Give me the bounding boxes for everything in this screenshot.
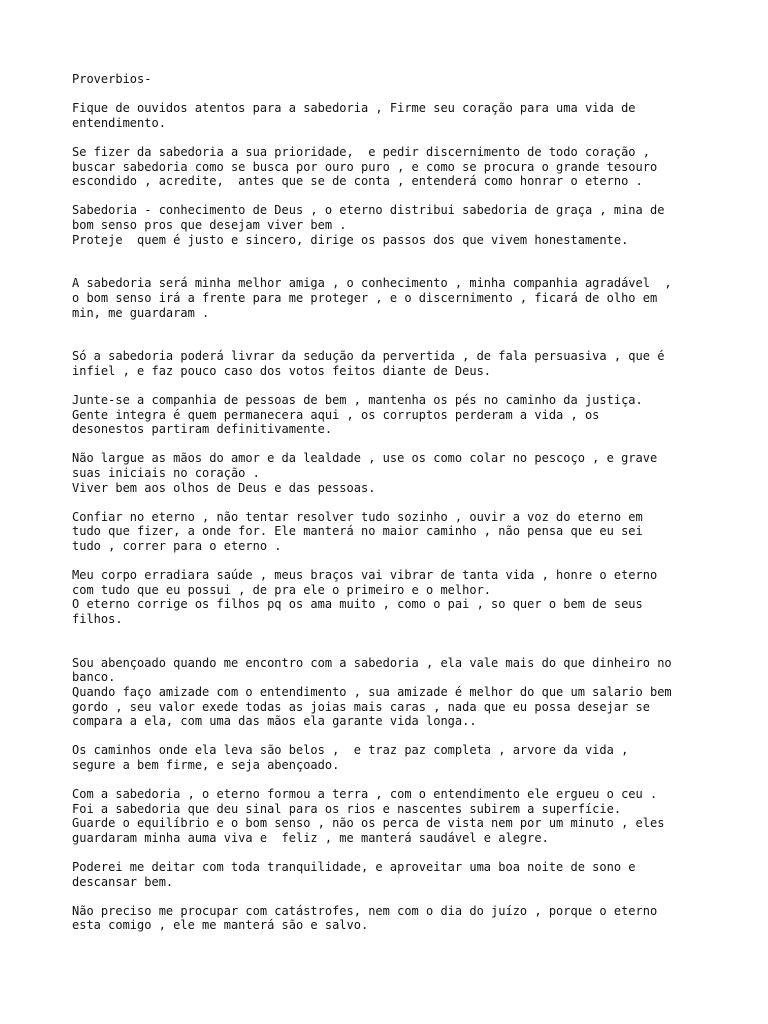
paragraph-7-line-2: suas iniciais no coração .	[72, 466, 260, 481]
paragraph-4-line-1: A sabedoria será minha melhor amiga , o conhecimento , minha companhia agradável ,	[72, 276, 672, 291]
paragraph-13-line-2: descansar bem.	[72, 874, 174, 889]
paragraph-11-line-1: Os caminhos onde ela leva são belos , e traz paz completa , arvore da vida ,	[72, 743, 629, 758]
paragraph-10-line-4: gordo , seu valor exede todas as joias mais caras , nada que eu possa desejar se	[72, 699, 650, 714]
paragraph-13-line-1: Poderei me deitar com toda tranquilidade, e aproveitar uma boa noite de sono e	[72, 860, 636, 875]
paragraph-10-line-3: Quando faço amizade com o entendimento , sua amizade é melhor do que um salario bem	[72, 684, 672, 699]
paragraph-12-line-4: guardaram minha auma viva e feliz , me manterá saudável e alegre.	[72, 830, 549, 845]
paragraph-8-line-2: tudo que fizer, a onde for. Ele manterá no maior caminho , não pensa que eu sei	[72, 524, 643, 539]
paragraph-3-line-1: Sabedoria - conhecimento de Deus , o eterno distribui sabedoria de graça , mina de	[72, 203, 665, 218]
paragraph-12-line-3: Guarde o equilíbrio e o bom senso , não os perca de vista nem por um minuto , eles	[72, 816, 665, 831]
paragraph-10-line-2: banco.	[72, 670, 116, 685]
paragraph-spacer	[72, 87, 712, 102]
paragraph-spacer	[72, 378, 712, 393]
paragraph-spacer	[72, 627, 712, 656]
paragraph-2-line-2: buscar sabedoria como se busca por ouro puro , e como se procura o grande tesouro	[72, 159, 658, 174]
paragraph-spacer	[72, 437, 712, 452]
paragraph-spacer	[72, 247, 712, 276]
paragraph-3-line-2: bom senso pros que desejam viver bem .	[72, 217, 347, 232]
paragraph-spacer	[72, 554, 712, 569]
paragraph-spacer	[72, 729, 712, 744]
paragraph-14-line-1: Não preciso me procupar com catástrofes, nem com o dia do juízo , porque o eterno	[72, 903, 658, 918]
paragraph-spacer	[72, 189, 712, 204]
paragraph-spacer	[72, 773, 712, 788]
paragraph-spacer	[72, 495, 712, 510]
paragraph-2-line-3: escondido , acredite, antes que se de conta , entenderá como honrar o eterno .	[72, 174, 643, 189]
paragraph-12-line-1: Com a sabedoria , o eterno formou a terra , com o entendimento ele ergueu o ceu .	[72, 787, 658, 802]
paragraph-10-line-1: Sou abençoado quando me encontro com a sabedoria , ela vale mais do que dinheiro no	[72, 655, 672, 670]
paragraph-8-line-1: Confiar no eterno , não tentar resolver tudo sozinho , ouvir a voz do eterno em	[72, 509, 643, 524]
paragraph-1-line-1: Fique de ouvidos atentos para a sabedoria , Firme seu coração para uma vida de	[72, 101, 636, 116]
paragraph-9-line-1: Meu corpo erradiara saúde , meus braços vai vibrar de tanta vida , honre o eterno	[72, 568, 658, 583]
document-title: Proverbios-	[72, 72, 152, 86]
paragraph-spacer	[72, 320, 712, 349]
paragraph-spacer	[72, 845, 712, 860]
paragraph-2-line-1: Se fizer da sabedoria a sua prioridade, e pedir discernimento de todo coração ,	[72, 144, 650, 159]
paragraph-5-line-1: Só a sabedoria poderá livrar da sedução da pervertida , de fala persuasiva , que é	[72, 349, 665, 364]
paragraph-9-line-3: O eterno corrige os filhos pq os ama muito , como o pai , so quer o bem de seus	[72, 597, 643, 612]
paragraph-7-line-3: Viver bem aos olhos de Deus e das pessoas.	[72, 480, 376, 495]
paragraph-7-line-1: Não largue as mãos do amor e da lealdade , use os como colar no pescoço , e grave	[72, 451, 658, 466]
paragraph-spacer	[72, 130, 712, 145]
paragraph-14-line-2: esta comigo , ele me manterá são e salvo.	[72, 918, 369, 933]
paragraph-1-line-2: entendimento.	[72, 115, 166, 130]
paragraph-5-line-2: infiel , e faz pouco caso dos votos feitos diante de Deus.	[72, 363, 492, 378]
paragraph-9-line-4: filhos.	[72, 611, 123, 626]
paragraph-4-line-3: min, me guardaram .	[72, 305, 210, 320]
paragraph-6-line-3: desonestos partiram definitivamente.	[72, 422, 333, 437]
paragraph-8-line-3: tudo , correr para o eterno .	[72, 539, 282, 553]
paragraph-12-line-2: Foi a sabedoria que deu sinal para os rios e nascentes subirem a superfície.	[72, 801, 622, 816]
paragraph-4-line-2: o bom senso irá a frente para me proteger , e o discernimento , ficará de olho em	[72, 290, 658, 305]
document-body	[72, 72, 712, 933]
paragraph-11-line-2: segure a bem firme, e seja abençoado.	[72, 757, 340, 772]
paragraph-6-line-2: Gente integra é quem permanecera aqui , os corruptos perderam a vida , os	[72, 407, 600, 422]
paragraph-9-line-2: com tudo que eu possui , de pra ele o primeiro e o melhor.	[72, 582, 492, 597]
paragraph-6-line-1: Junte-se a companhia de pessoas de bem , mantenha os pés no caminho da justiça.	[72, 393, 643, 408]
paragraph-3-line-3: Proteje quem é justo e sincero, dirige os passos dos que vivem honestamente.	[72, 232, 629, 247]
paragraph-spacer	[72, 889, 712, 904]
paragraph-10-line-5: compara a ela, com uma das mãos ela garante vida longa..	[72, 714, 477, 729]
